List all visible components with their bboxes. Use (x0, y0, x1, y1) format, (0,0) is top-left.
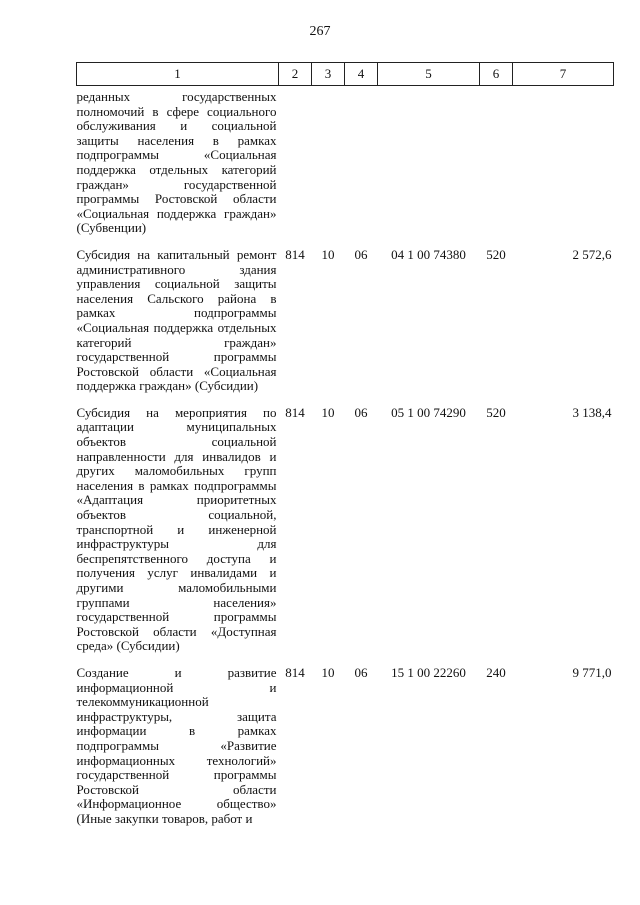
row-amount: 3 138,4 (572, 404, 612, 420)
row-section-code: 10 (321, 246, 335, 262)
row-section-code: 10 (321, 664, 335, 680)
table-row (77, 236, 614, 394)
row-expense-type: 520 (486, 404, 506, 420)
table-header-row (77, 63, 614, 86)
row-target-code: 05 1 00 74290 (391, 404, 466, 420)
column-header-1: 1 (77, 63, 279, 86)
table-row (77, 654, 614, 827)
row-expense-type: 520 (486, 246, 506, 262)
row-ministry-code: 814 (285, 246, 305, 262)
row-amount (513, 86, 614, 236)
row-description: Субсидия на мероприятия по адаптации муниципальных объектов социальной направленности для инвалидов и других маломобильных групп населения в рамках подпрограммы «Адаптация приоритетных объектов социальной, транспортной и инженерной инфраструктуры для беспрепятственного доступа и получения услуг инвалидами и другими маломобильными группами населения» государственной программы Ростовской области «Доступная среда» (Субсидии) (76, 404, 277, 654)
row-expense-type: 240 (486, 664, 506, 680)
row-target-code: 04 1 00 74380 (391, 246, 466, 262)
row-target-code (378, 86, 480, 236)
column-header-5: 5 (378, 63, 480, 86)
budget-table (76, 62, 614, 827)
table-row (77, 86, 614, 236)
page-number: 267 (309, 24, 331, 39)
row-subsection-code: 06 (354, 246, 368, 262)
table-row (77, 394, 614, 654)
row-target-code: 15 1 00 22260 (391, 664, 466, 680)
row-ministry-code: 814 (285, 664, 305, 680)
column-header-7: 7 (513, 63, 614, 86)
row-subsection-code: 06 (354, 664, 368, 680)
column-header-4: 4 (345, 63, 378, 86)
column-header-3: 3 (312, 63, 345, 86)
row-amount: 2 572,6 (572, 246, 612, 262)
row-section-code (312, 86, 345, 236)
row-amount: 9 771,0 (572, 664, 612, 680)
row-subsection-code: 06 (354, 404, 368, 420)
row-description: реданных государственных полномочий в сфере социального обслуживания и социальной защиты населения в рамках подпрограммы «Социальная поддержка отдельных категорий граждан» государственной программы Ростовской области «Социальная поддержка граждан» (Субвенции) (76, 89, 277, 236)
row-description: Создание и развитие информационной и телекоммуникационной инфраструктуры, защита информации в рамках подпрограммы «Развитие информационных технологий» государственной программы Ростовской области «Информационное общество» (Иные закупки товаров, работ и (76, 664, 277, 826)
row-expense-type (480, 86, 513, 236)
column-header-6: 6 (480, 63, 513, 86)
row-subsection-code (345, 86, 378, 236)
row-description: Субсидия на капитальный ремонт административного здания управления социальной защиты населения Сальского района в рамках подпрограммы «Социальная поддержка отдельных категорий граждан» государственной программы Ростовской области «Социальная поддержка граждан» (Субсидии) (76, 246, 277, 394)
row-section-code: 10 (321, 404, 335, 420)
row-ministry-code: 814 (285, 404, 305, 420)
row-ministry-code (279, 86, 312, 236)
column-header-2: 2 (279, 63, 312, 86)
